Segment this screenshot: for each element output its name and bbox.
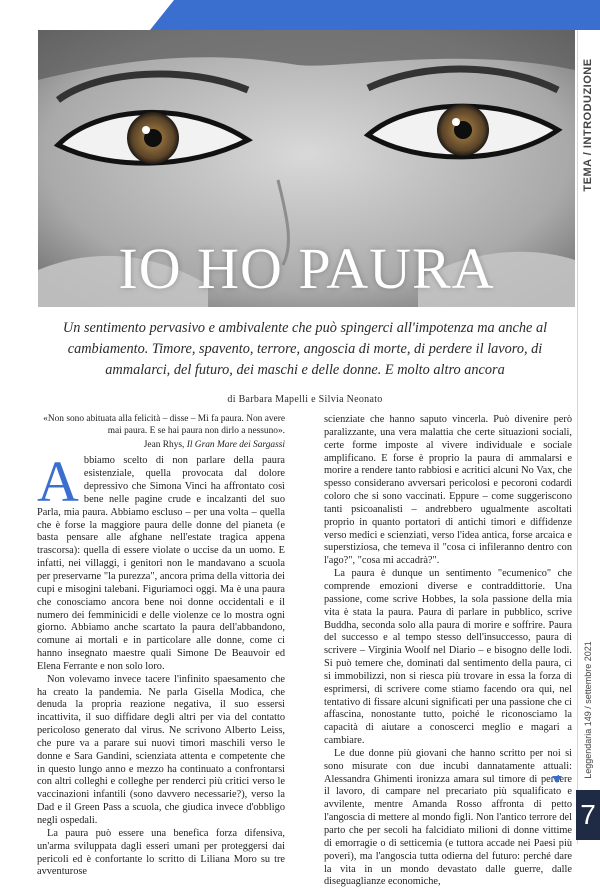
paragraph: Le due donne più giovani che hanno scritto per noi si sono misurate con due incubi dannatamente attuali: Alessandra Ghimenti ironizza amara sul timore di perdere il lavoro, di campare nel precariato più squalificato e avvilente, mentre Amanda Rosso affronta di petto l'angoscia di mettere al mondo figli. Non l'antico terrore del parto che per secoli ha falcidiato milioni di donne vittime di emorragie o di setticemia (e tuttora accade nei Paesi più poveri), ma l'angoscia tutta odierna del futuro: perché dare la vita in un mondo devastato dalle guerre, dalle diseguaglianze economiche, [324,747,572,888]
issue-label-text: Leggendaria 149 / settembre 2021 [583,641,593,779]
top-accent-tab [150,0,600,30]
epigraph-author: Jean Rhys, [143,439,185,450]
paragraph [37,449,285,673]
epigraph-work: Il Gran Mare dei Sargassi [186,439,285,450]
right-column [324,414,572,889]
byline: di Barbara Mapelli e Silvia Neonato [227,394,383,405]
hero-image [38,30,575,307]
page-number: 7 [576,790,600,840]
section-label-text: TEMA / INTRODUZIONE [582,58,594,192]
paragraph: La paura è dunque un sentimento "ecumenico" che comprende emozioni diverse e contraddittorie. Una passione, come scrive Hobbes, la sola passione della mia vita è stata la paura. Paura di parlare in pubblico, scrive Buddha, seconda solo alla paura di morire e soffrire. Paura del successo e al tempo stesso dell'insuccesso, paura di scrivere – Virginia Woolf nel Diario – e bisogno delle lodi. Si può temere che, dominati dal sentimento della paura, ci si immobilizzi, non si riesca più trovare in essa la forza di esprimersi, di scrivere come stiamo facendo ora qui, nel tentativo di fissare alcuni significati per una passione che ci affascina, nonostante tutto, poiché le riconosciamo la capacità di aiutare a conoscerci meglio e magari a cambiare. [324,568,572,747]
paragraph: scienziate che hanno saputo vincerla. Può divenire però paralizzante, una vera malattia che certe situazioni sociali, certe forme imposte al vivere individuale e sociale amplificano. E forse è proprio la paura di ammalarsi e morire a rendere tanto rabbiosi e acritici alcuni No Vax, che spesso considerano avversari pericolosi e pecoroni codardi coloro che si sono vaccinati. Eppure – come suggeriscono tanti psicoanalisti – andrebbero ugualmente ascoltati proprio in quanto portatori di antichi timori e diffidenze verso medici e scienziati, verso l'idea antica, forse arcaica e superstiziosa, che temeva il "cosa ci infileranno dentro con l'ago?", "cosa mi accadrà?". [324,414,572,567]
section-label [578,60,598,190]
article-subtitle: Un sentimento pervasivo e ambivalente che può spingerci all'impotenza ma anche al cambiamento. Timore, spavento, terrore, angoscia di morte, di perdere il lavoro, di ammalarci, del futuro, dei maschi e delle donne. E molto altro ancora [62,320,548,378]
epigraph [37,414,285,451]
paragraph: Non volevamo invece tacere l'infinito spaesamento che ha creato la pandemia. Ne parla Gisella Modica, che denuda la propria reazione negativa, il suo essersi incattivita, il suo diffidare degli altri per via del contatto pericoloso generato dal virus. Ne scrivono Alberto Leiss, che pure va a parare sui nuovi timori maschili verso le donne e Sara Gandini, scienziata attenta e competente che in questo lungo anno e mezzo ha continuato a confrontarsi con altri colleghi e colleghe per renderci più critici verso le vaccinazioni infantili (sono davvero necessarie?), verso la Dad e il Green Pass a scuola, che giudica invece d'obbligo negli ospedali. [37,673,285,827]
epigraph-text: «Non sono abituata alla felicità – disse – Mi fa paura. Non avere mai paura. E se hai paura non dirlo a nessuno». [43,414,285,436]
drop-cap: A [37,449,79,515]
paragraph-text: bbiamo scelto di non parlare della paura esistenziale, quella provocata dal dolore depressivo che Simona Vinci ha affrontato così bene nelle pagine crude e incalzanti del suo Parla, mia paura. Abbiamo escluso – per una volta – quella che è forse la maggiore paura delle donne del pianeta (e basta pensare alle afghane nell'estate tragica appena trascorsa): quella di essere violate o uccise da un uomo. E infatti, nei villaggi, i genitori non le mandavano a scuola per preservarne "la purezza", ancora prima della vittoria dei cupi e misogini talebani. Figuriamoci oggi. Ma è una paura che conosciamo ancora bene noi donne occidentali e il numero dei femminicidi e delle violenze ce lo mostra ogni giorno. Abbiamo anche scartato la paura dell'abbandono, comune ai mortali e in particolare alle donne, come ci hanno insegnato maestre quali Simone De Beauvoir ed Elena Ferrante e non solo loro. [37,455,285,672]
issue-label [578,641,598,779]
continue-arrow-icon [552,776,562,783]
paragraph: La paura può essere una benefica forza difensiva, un'arma sviluppata dagli esseri umani per proteggersi dai pericoli ed è confortante lo scritto di Liliana Moro su tre avventurose [37,827,285,878]
left-column [37,414,285,879]
article-title: IO HO PAURA [118,236,495,301]
